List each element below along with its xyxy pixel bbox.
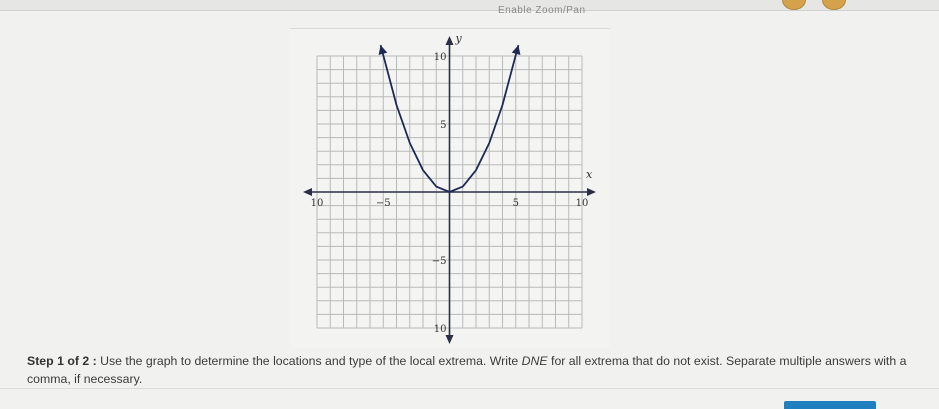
y-axis-arrow-up bbox=[446, 36, 454, 45]
step-label: Step 1 of 2 : bbox=[27, 354, 97, 368]
y-tick-label: 10 bbox=[433, 324, 447, 335]
step-text-after: for all extrema that do not exist. Separate multiple answers with a comma, if necessary. bbox=[27, 354, 907, 386]
y-axis-label: y bbox=[455, 32, 462, 45]
x-tick-label: −5 bbox=[375, 198, 391, 209]
section-divider bbox=[0, 388, 939, 389]
graph-panel bbox=[290, 28, 610, 348]
y-tick-label: 10 bbox=[433, 52, 447, 63]
x-axis-label: x bbox=[586, 168, 593, 181]
x-tick-label: 5 bbox=[512, 198, 519, 209]
x-axis-arrow-right bbox=[587, 188, 596, 196]
y-axis-arrow-down bbox=[446, 335, 454, 344]
graph-panel-top-border bbox=[290, 28, 610, 29]
curve-arrow-right bbox=[512, 45, 521, 55]
step-text-before: Use the graph to determine the locations and type of the local extrema. Write bbox=[96, 354, 522, 368]
x-axis-arrow-left bbox=[303, 188, 312, 196]
enable-zoom-pan-toggle[interactable]: Enable Zoom/Pan bbox=[498, 5, 586, 16]
y-tick-label: −5 bbox=[431, 256, 447, 267]
next-step-button[interactable] bbox=[784, 401, 876, 409]
x-tick-label: 10 bbox=[310, 198, 324, 209]
function-graph bbox=[290, 28, 610, 348]
x-tick-label: 10 bbox=[575, 198, 589, 209]
curve-arrow-left bbox=[379, 45, 388, 55]
y-tick-label: 5 bbox=[440, 120, 447, 131]
step-instructions bbox=[27, 352, 907, 388]
dne-term: DNE bbox=[521, 354, 548, 368]
